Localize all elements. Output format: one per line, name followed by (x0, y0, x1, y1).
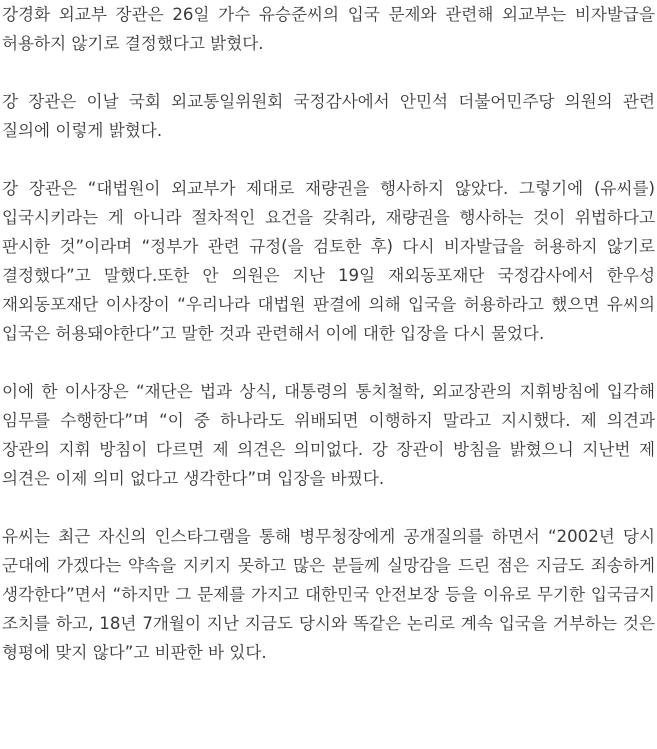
paragraph-5: 유씨는 최근 자신의 인스타그램을 통해 병무청장에게 공개질의를 하면서 “2002년 당시 군대에 가겠다는 약속을 지키지 못하고 많은 분들께 실망감을 드린 점은 지금도 죄송하게 생각한다”면서 “하지만 그 문제를 가지고 대한민국 안전보장 등을 이유로 무기한 입국금지 조치를 하고, 18년 7개월이 지난 지금도 당시와 똑같은 논리로 계속 입국을 거부하는 것은 형평에 맞지 않다”고 비판한 바 있다. (2, 527, 655, 662)
paragraph-1: 강경화 외교부 장관은 26일 가수 유승준씨의 입국 문제와 관련해 외교부는 비자발급을 허용하지 않기로 결정했다고 밝혔다. (2, 5, 655, 53)
paragraph-3: 강 장관은 “대법원이 외교부가 제대로 재량권을 행사하지 않았다. 그렇기에 (유씨를) 입국시키라는 게 아니라 절차적인 요건을 갖춰라, 재량권을 행사하는 것이 위법하다고 판시한 것”이라며 “정부가 관련 규정(을 검토한 후) 다시 비자발급을 허용하지 않기로 결정했다”고 말했다.또한 안 의원은 지난 19일 재외동포재단 국정감사에서 한우성 재외동포재단 이사장이 “우리나라 대법원 판결에 의해 입국을 허용하라고 했으면 유씨의 입국은 허용돼야한다”고 말한 것과 관련해서 이에 대한 입장을 다시 물었다. (2, 179, 655, 343)
paragraph-4: 이에 한 이사장은 “재단은 법과 상식, 대통령의 통치철학, 외교장관의 지휘방침에 입각해 임무를 수행한다”며 “이 중 하나라도 위배되면 이행하지 말라고 지시했다. 제 의견과 장관의 지휘 방침이 다르면 제 의견은 의미없다. 강 장관이 방침을 밝혔으니 지난번 제 의견은 이제 의미 없다고 생각한다”며 입장을 바꿨다. (2, 382, 655, 488)
paragraph-spacer (2, 493, 655, 522)
paragraph-spacer (2, 145, 655, 174)
paragraph-2: 강 장관은 이날 국회 외교통일위원회 국정감사에서 안민석 더불어민주당 의원의 관련 질의에 이렇게 밝혔다. (2, 92, 655, 140)
paragraph-spacer (2, 348, 655, 377)
paragraph-spacer (2, 58, 655, 87)
